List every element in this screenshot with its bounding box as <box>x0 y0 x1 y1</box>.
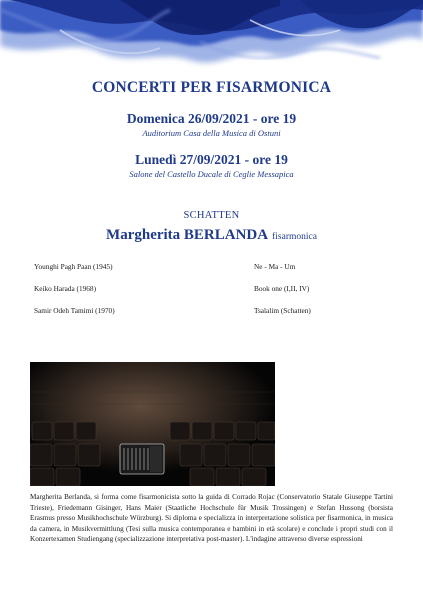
event-venue-1: Auditorium Casa della Musica di Ostuni <box>142 128 281 138</box>
repertoire-composer: Younghi Pagh Paan (1945) <box>34 262 113 271</box>
repertoire-composer: Samir Odeh Tamimi (1970) <box>34 306 115 315</box>
header-watercolor-decoration <box>0 0 423 78</box>
performer-name: Margherita BERLANDA <box>106 227 269 243</box>
repertoire-work: Ne - Ma - Um <box>254 262 296 271</box>
performer-instrument: fisarmonica <box>272 232 317 242</box>
performer-line <box>0 226 423 244</box>
repertoire-work: Tsalalim (Schatten) <box>254 306 311 315</box>
performer-biography: Margherita Berlanda, si forma come fisarmonicista sotto la guida di Corrado Rojac (Conservatorio Statale Giuseppe Tartini Trieste), Friedemann Gisinger, Hans Maier (Staatliche Hochschule für Musik Trossingen) e Stefan Hussong (borsista Erasmus presso Musikhochschule Würzburg). Si diploma e specializza in interpretazione solistica per fisarmonica, in musica da camera, in Musikvermittlung (Tesi sulla musica contemporanea e bambini in età scolare) e conclude i propri studi con il Konzertexamen Studiengang (specializzazione interpretativa post-master). L'indagine attraverso diverse espressioni <box>30 493 393 544</box>
event-date-1: Domenica 26/09/2021 - ore 19 <box>126 111 297 126</box>
page-title: CONCERTI PER FISARMONICA <box>91 79 332 96</box>
repertoire-work: Book one (I,II, IV) <box>254 284 310 293</box>
event-date-2: Lunedì 27/09/2021 - ore 19 <box>135 152 288 167</box>
program-title: SCHATTEN <box>183 210 240 221</box>
repertoire-composer: Keiko Harada (1968) <box>34 284 96 293</box>
event-venue-2: Salone del Castello Ducale di Ceglie Messapica <box>129 169 294 179</box>
performer-photo <box>30 362 275 486</box>
